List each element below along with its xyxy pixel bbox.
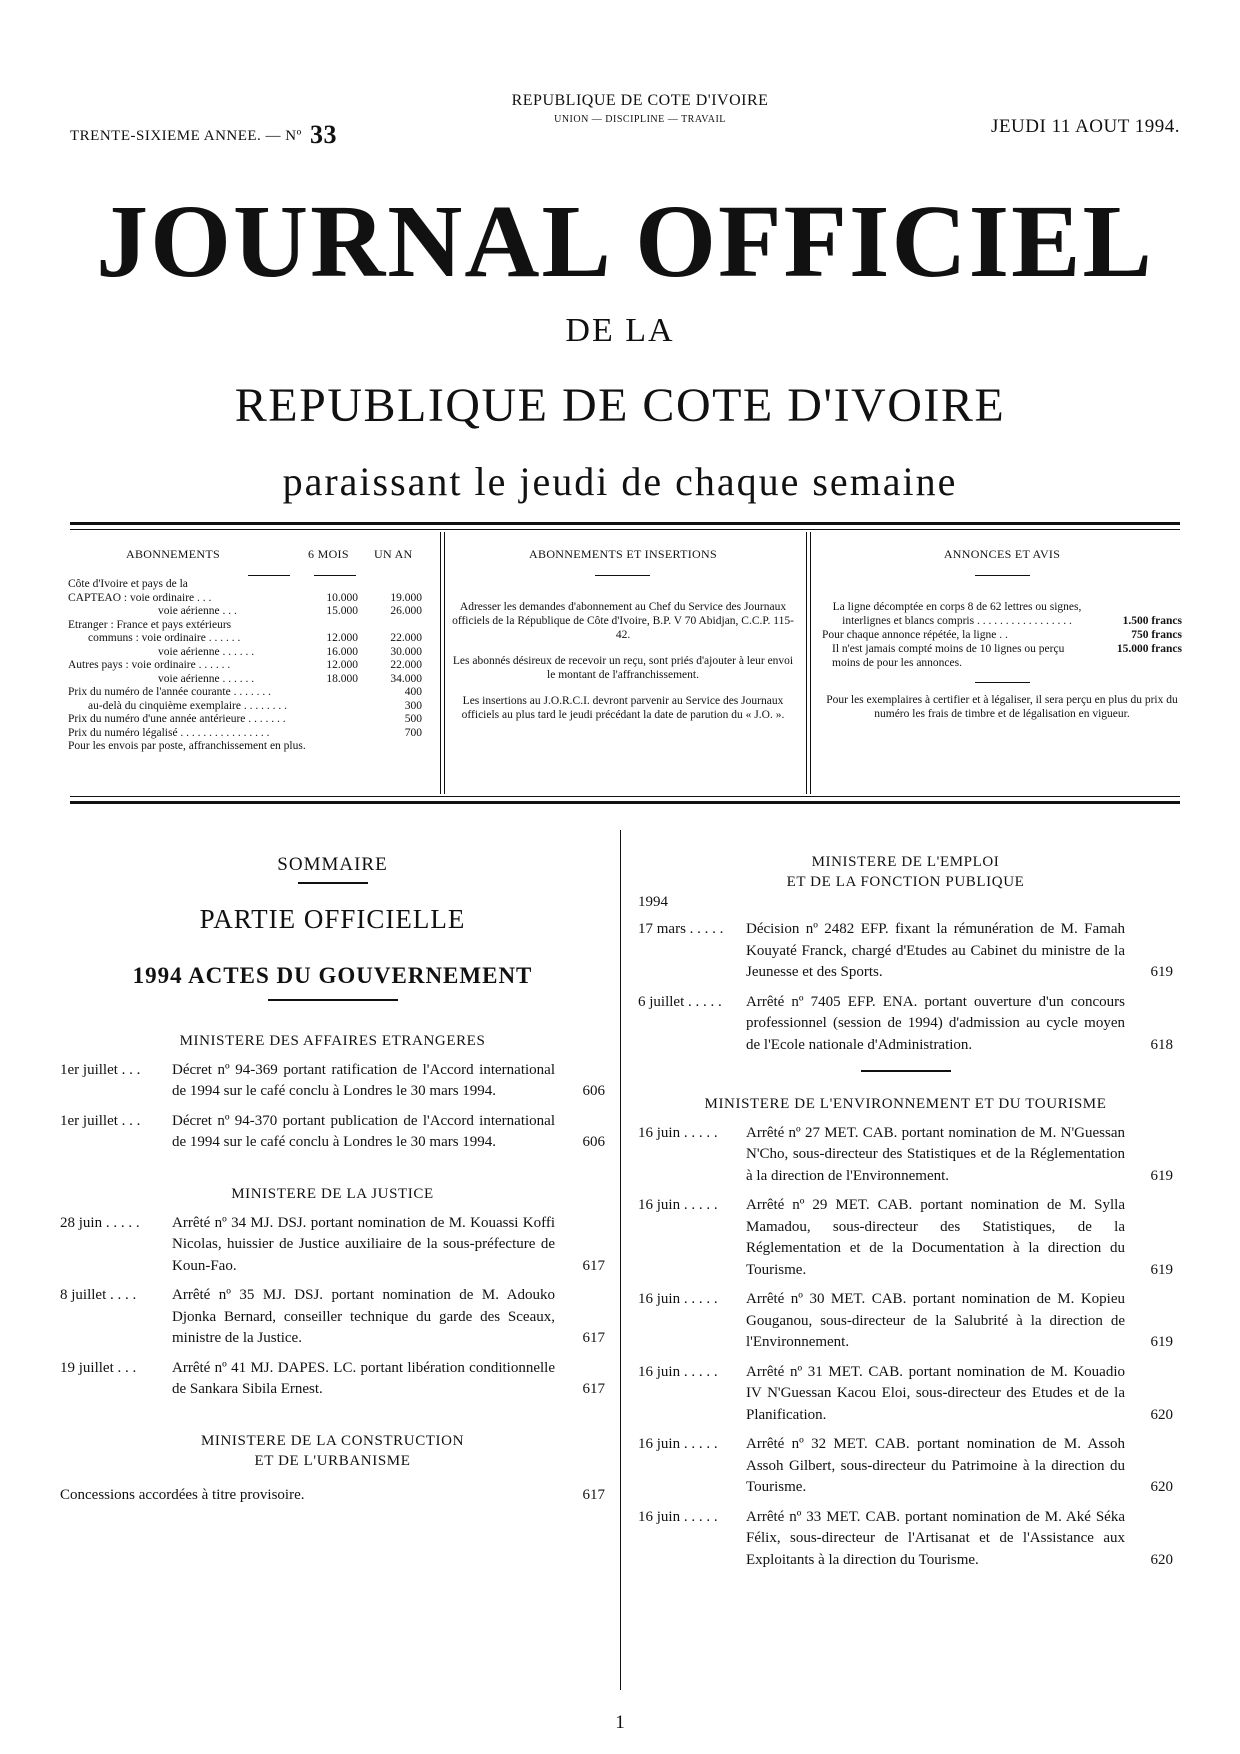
entry-date: 16 juin . . . . . bbox=[638, 1508, 718, 1525]
masthead-frequency: paraissant le jeudi de chaque semaine bbox=[282, 459, 958, 504]
entry-page: 620 bbox=[1150, 1551, 1173, 1568]
insertions-p1: Adresser les demandes d'abonnement au Chef du Service des Journaux officiels de la République de Côte d'Ivoire, B.P. V 70 Abidjan, C.C.P. 115-42. bbox=[452, 601, 794, 641]
masthead-republic: REPUBLIQUE DE COTE D'IVOIRE bbox=[234, 379, 1006, 432]
entry-date: 1er juillet . . . bbox=[60, 1112, 141, 1129]
annonce-line-3-text: Il n'est jamais compté moins de 10 lignes ou perçu moins de pour les annonces. bbox=[832, 643, 1065, 669]
column-divider bbox=[620, 830, 621, 1690]
row-6mois: 18.000 bbox=[326, 672, 358, 685]
box-top-rule bbox=[70, 522, 1180, 525]
insertions-p2: Les abonnés désireux de recevoir un reçu, sont priés d'ajouter à leur envoi le montant de l'affranchissement. bbox=[452, 655, 794, 681]
ministry-emploi-line-1: MINISTERE DE L'EMPLOI bbox=[811, 854, 1000, 870]
entry-text: Arrêté nº 7405 EFP. ENA. portant ouverture d'un concours professionnel (session de 1994) d'admission au cycle moyen de l'Ecole nationale d'Administration. bbox=[746, 993, 1125, 1053]
entry-text: Décret nº 94-369 portant ratification de l'Accord international de 1994 sur le café conclu à Londres le 30 mars 1994. bbox=[172, 1061, 555, 1099]
ministry-affaires-etrangeres: MINISTERE DES AFFAIRES ETRANGERES bbox=[179, 1032, 486, 1049]
annonce-line-3 bbox=[822, 642, 1182, 670]
row-un-an: 300 bbox=[404, 699, 422, 712]
table-row bbox=[68, 686, 433, 700]
annonce-line-2 bbox=[822, 628, 1182, 642]
list-item bbox=[60, 1485, 605, 1506]
row-un-an: 22.000 bbox=[390, 632, 422, 644]
row-6mois: 12.000 bbox=[326, 659, 358, 671]
list-item bbox=[60, 1111, 605, 1154]
sommaire-title: SOMMAIRE bbox=[277, 854, 388, 875]
row-label: Prix du numéro de l'année courante . . . . . . . bbox=[68, 686, 271, 698]
ministry-construction bbox=[60, 1431, 605, 1471]
entry-page: 617 bbox=[582, 1257, 605, 1274]
list-item bbox=[638, 1434, 1173, 1499]
ministry-justice: MINISTERE DE LA JUSTICE bbox=[231, 1185, 434, 1202]
col-underline-1 bbox=[248, 575, 290, 576]
sommaire-left-column bbox=[60, 840, 605, 1506]
annonce-price-1: 1.500 francs bbox=[1122, 615, 1182, 627]
entry-text: Arrêté nº 31 MET. CAB. portant nomination de M. Kouadio IV N'Guessan Kacou Eloi, sous-directeur des Etudes et de la Planification. bbox=[746, 1363, 1125, 1423]
entry-date: 28 juin . . . . . bbox=[60, 1214, 140, 1231]
insertions-underline bbox=[595, 575, 650, 576]
table-row bbox=[68, 700, 433, 714]
entry-date: 6 juillet . . . . . bbox=[638, 993, 722, 1010]
entry-page: 617 bbox=[582, 1381, 605, 1397]
list-item bbox=[638, 1362, 1173, 1427]
table-row bbox=[68, 740, 433, 754]
entry-text: Concessions accordées à titre provisoire. bbox=[60, 1486, 305, 1503]
annonces-column bbox=[822, 548, 1182, 562]
entry-date: 16 juin . . . . . bbox=[638, 1291, 718, 1307]
box-divider-2 bbox=[806, 532, 807, 794]
sommaire-underline bbox=[298, 882, 368, 884]
annonces-underline bbox=[975, 575, 1030, 576]
annonce-line-1 bbox=[822, 600, 1182, 628]
row-label: Côte d'Ivoire et pays de la bbox=[68, 578, 188, 590]
box-bottom-rule-thin bbox=[70, 796, 1180, 797]
list-item bbox=[638, 992, 1173, 1057]
abonnements-column bbox=[68, 548, 433, 564]
row-label: Prix du numéro d'une année antérieure . . . . . . . bbox=[68, 713, 286, 725]
table-row bbox=[68, 578, 433, 592]
sommaire-right-column bbox=[638, 840, 1173, 1571]
masthead-title: JOURNAL OFFICIEL bbox=[96, 184, 1154, 299]
year-label: TRENTE-SIXIEME ANNEE. — Nº bbox=[70, 128, 302, 144]
box-divider-1b bbox=[444, 532, 445, 794]
row-6mois: 10.000 bbox=[326, 591, 358, 604]
annonces-text bbox=[822, 600, 1182, 721]
ministry-environnement: MINISTERE DE L'ENVIRONNEMENT ET DU TOURISME bbox=[704, 1095, 1107, 1112]
ministry-construction-line-1: MINISTERE DE LA CONSTRUCTION bbox=[200, 1432, 465, 1449]
entry-text: Arrêté nº 27 MET. CAB. portant nomination de M. N'Guessan N'Cho, sous-directeur des Statistiques et de la Réglementation à la direction de l'Environnement. bbox=[746, 1124, 1125, 1184]
table-row bbox=[68, 673, 433, 687]
entry-date: 16 juin . . . . . bbox=[638, 1197, 718, 1213]
row-label: Autres pays : voie ordinaire . . . . . . bbox=[68, 659, 231, 671]
annonce-price-3: 15.000 francs bbox=[1116, 643, 1182, 655]
ministry-emploi bbox=[638, 852, 1173, 892]
row-6mois: 15.000 bbox=[326, 605, 358, 617]
republic-small: REPUBLIQUE DE COTE D'IVOIRE bbox=[511, 92, 769, 109]
row-un-an: 26.000 bbox=[390, 605, 422, 617]
actes-underline bbox=[268, 999, 398, 1001]
list-item bbox=[638, 1123, 1173, 1188]
annonce-divider bbox=[975, 682, 1030, 683]
entry-date: 8 juillet . . . . bbox=[60, 1287, 137, 1303]
list-item bbox=[638, 1289, 1173, 1354]
box-top-rule-thin bbox=[70, 529, 1180, 530]
table-row bbox=[68, 646, 433, 660]
entry-date: 16 juin . . . . . bbox=[638, 1436, 718, 1452]
row-label: Pour les envois par poste, affranchissement en plus. bbox=[68, 740, 306, 752]
list-item bbox=[60, 1358, 605, 1401]
row-label: voie aérienne . . . . . . bbox=[158, 672, 255, 685]
entry-date: 16 juin . . . . . bbox=[638, 1363, 718, 1380]
top-band bbox=[70, 92, 1180, 149]
row-un-an: 500 bbox=[404, 713, 422, 725]
row-6mois: 16.000 bbox=[326, 645, 358, 658]
list-item bbox=[638, 1195, 1173, 1281]
year-label: 1994 bbox=[638, 894, 668, 910]
entry-page: 617 bbox=[582, 1486, 605, 1503]
annonces-heading: ANNONCES ET AVIS bbox=[943, 547, 1061, 561]
abonnements-table bbox=[68, 578, 433, 754]
entry-date: 1er juillet . . . bbox=[60, 1061, 141, 1078]
entry-page: 617 bbox=[582, 1330, 605, 1346]
box-bottom-rule bbox=[70, 801, 1180, 804]
row-label: CAPTEAO : voie ordinaire . . . bbox=[68, 591, 212, 604]
entry-date: 17 mars . . . . . bbox=[638, 921, 724, 937]
insertions-heading: ABONNEMENTS ET INSERTIONS bbox=[529, 547, 717, 561]
list-item bbox=[60, 1213, 605, 1278]
issue-number: 33 bbox=[310, 120, 338, 149]
entry-page: 619 bbox=[1150, 1261, 1173, 1278]
entry-page: 606 bbox=[582, 1134, 605, 1150]
table-row bbox=[68, 713, 433, 727]
col-underline-2 bbox=[314, 575, 356, 576]
ministry-construction-line-2: ET DE L'URBANISME bbox=[254, 1452, 411, 1469]
row-label: Etranger : France et pays extérieurs bbox=[68, 618, 232, 631]
masthead-de-la: DE LA bbox=[565, 312, 675, 349]
entry-date: 16 juin . . . . . bbox=[638, 1124, 718, 1141]
entry-page: 620 bbox=[1150, 1406, 1173, 1423]
abonnements-heading: ABONNEMENTS bbox=[126, 547, 220, 561]
page-number: 1 bbox=[615, 1712, 625, 1733]
entry-page: 606 bbox=[582, 1083, 605, 1099]
row-un-an: 34.000 bbox=[390, 672, 422, 685]
annonce-note: Pour les exemplaires à certifier et à légaliser, il sera perçu en plus du prix du numéro les frais de timbre et de légalisation en vigueur. bbox=[826, 694, 1178, 720]
entry-text: Arrêté nº 35 MJ. DSJ. portant nomination de M. Adouko Djonka Bernard, conseiller technique du garde des Sceaux, ministre de la Justice. bbox=[172, 1287, 555, 1346]
table-row bbox=[68, 632, 433, 646]
table-row bbox=[68, 727, 433, 741]
motto: UNION — DISCIPLINE — TRAVAIL bbox=[554, 114, 726, 125]
table-row bbox=[68, 592, 433, 606]
list-item bbox=[60, 1285, 605, 1350]
row-un-an: 22.000 bbox=[390, 659, 422, 671]
box-divider-1 bbox=[440, 532, 441, 794]
row-label: voie aérienne . . . . . . bbox=[158, 645, 255, 658]
entry-page: 618 bbox=[1150, 1036, 1173, 1053]
list-item bbox=[638, 1507, 1173, 1572]
box-divider-2b bbox=[810, 532, 811, 794]
col-6mois: 6 MOIS bbox=[308, 547, 349, 561]
row-label: voie aérienne . . . bbox=[158, 605, 237, 617]
table-row bbox=[68, 619, 433, 633]
entry-page: 620 bbox=[1150, 1479, 1173, 1495]
ministry-emploi-line-2: ET DE LA FONCTION PUBLIQUE bbox=[786, 874, 1025, 890]
annonce-price-2: 750 francs bbox=[1131, 629, 1182, 641]
table-row bbox=[68, 659, 433, 673]
table-row bbox=[68, 605, 433, 619]
entry-page: 619 bbox=[1150, 1334, 1173, 1350]
entry-date: 19 juillet . . . bbox=[60, 1359, 137, 1376]
entry-text: Décret nº 94-370 portant publication de l'Accord international de 1994 sur le café conclu à Londres le 30 mars 1994. bbox=[172, 1112, 555, 1150]
insertions-text bbox=[448, 600, 798, 734]
row-un-an: 700 bbox=[404, 726, 422, 739]
entry-text: Décision nº 2482 EFP. fixant la rémunération de M. Famah Kouyaté Franck, chargé d'Etudes au Cabinet du ministre de la Jeunesse et des Sports. bbox=[746, 921, 1125, 980]
entry-text: Arrêté nº 33 MET. CAB. portant nomination de M. Aké Séka Félix, sous-directeur de l'Artisanat et de l'Assistance aux Exploitants à la direction du Tourisme. bbox=[746, 1508, 1125, 1568]
list-item bbox=[638, 919, 1173, 984]
entry-text: Arrêté nº 41 MJ. DAPES. LC. portant libération conditionnelle de Sankara Sibila Ernest. bbox=[172, 1359, 555, 1397]
entry-text: Arrêté nº 30 MET. CAB. portant nomination de M. Kopieu Gouganou, sous-directeur de la Salubrité à la direction de l'Environnement. bbox=[746, 1291, 1125, 1350]
entry-page: 619 bbox=[1150, 964, 1173, 980]
entry-page: 619 bbox=[1150, 1167, 1173, 1184]
annonce-line-1-text: La ligne décomptée en corps 8 de 62 lettres ou signes, interlignes et blancs compris . . . . . . . . . . . . . . . . . bbox=[832, 601, 1082, 627]
issue-date: JEUDI 11 AOUT 1994. bbox=[991, 116, 1180, 137]
row-label: Prix du numéro légalisé . . . . . . . . . . . . . . . . bbox=[68, 726, 270, 739]
republic-header bbox=[440, 92, 840, 125]
year-issue bbox=[70, 120, 337, 150]
partie-officielle: PARTIE OFFICIELLE bbox=[199, 904, 466, 934]
actes-heading: 1994 ACTES DU GOUVERNEMENT bbox=[132, 963, 533, 988]
emploi-underline bbox=[861, 1070, 951, 1072]
row-un-an: 30.000 bbox=[390, 645, 422, 658]
row-label: au-delà du cinquième exemplaire . . . . . . . . bbox=[88, 699, 287, 712]
insertions-p3: Les insertions au J.O.R.C.I. devront parvenir au Service des Journaux officiels au plus tard le jeudi précédant la date de parution du « J.O. ». bbox=[461, 695, 785, 721]
entry-text: Arrêté nº 29 MET. CAB. portant nomination de M. Sylla Mamadou, sous-directeur des Statistiques, de la Réglementation et de la Documentation à la direction du Tourisme. bbox=[746, 1197, 1125, 1278]
row-un-an: 19.000 bbox=[390, 591, 422, 604]
row-label: communs : voie ordinaire . . . . . . bbox=[88, 632, 241, 644]
entry-text: Arrêté nº 32 MET. CAB. portant nomination de M. Assoh Assoh Gilbert, sous-directeur du Patrimoine à la direction du Tourisme. bbox=[746, 1436, 1125, 1495]
entry-text: Arrêté nº 34 MJ. DSJ. portant nomination de M. Kouassi Koffi Nicolas, huissier de Justice auxiliaire de la sous-préfecture de Koun-Fao. bbox=[172, 1214, 555, 1274]
insertions-column bbox=[448, 548, 798, 562]
col-un-an: UN AN bbox=[374, 547, 413, 561]
list-item bbox=[60, 1060, 605, 1103]
row-6mois: 12.000 bbox=[326, 632, 358, 644]
row-un-an: 400 bbox=[404, 686, 422, 698]
annonce-line-2-text: Pour chaque annonce répétée, la ligne . . bbox=[822, 629, 1008, 641]
